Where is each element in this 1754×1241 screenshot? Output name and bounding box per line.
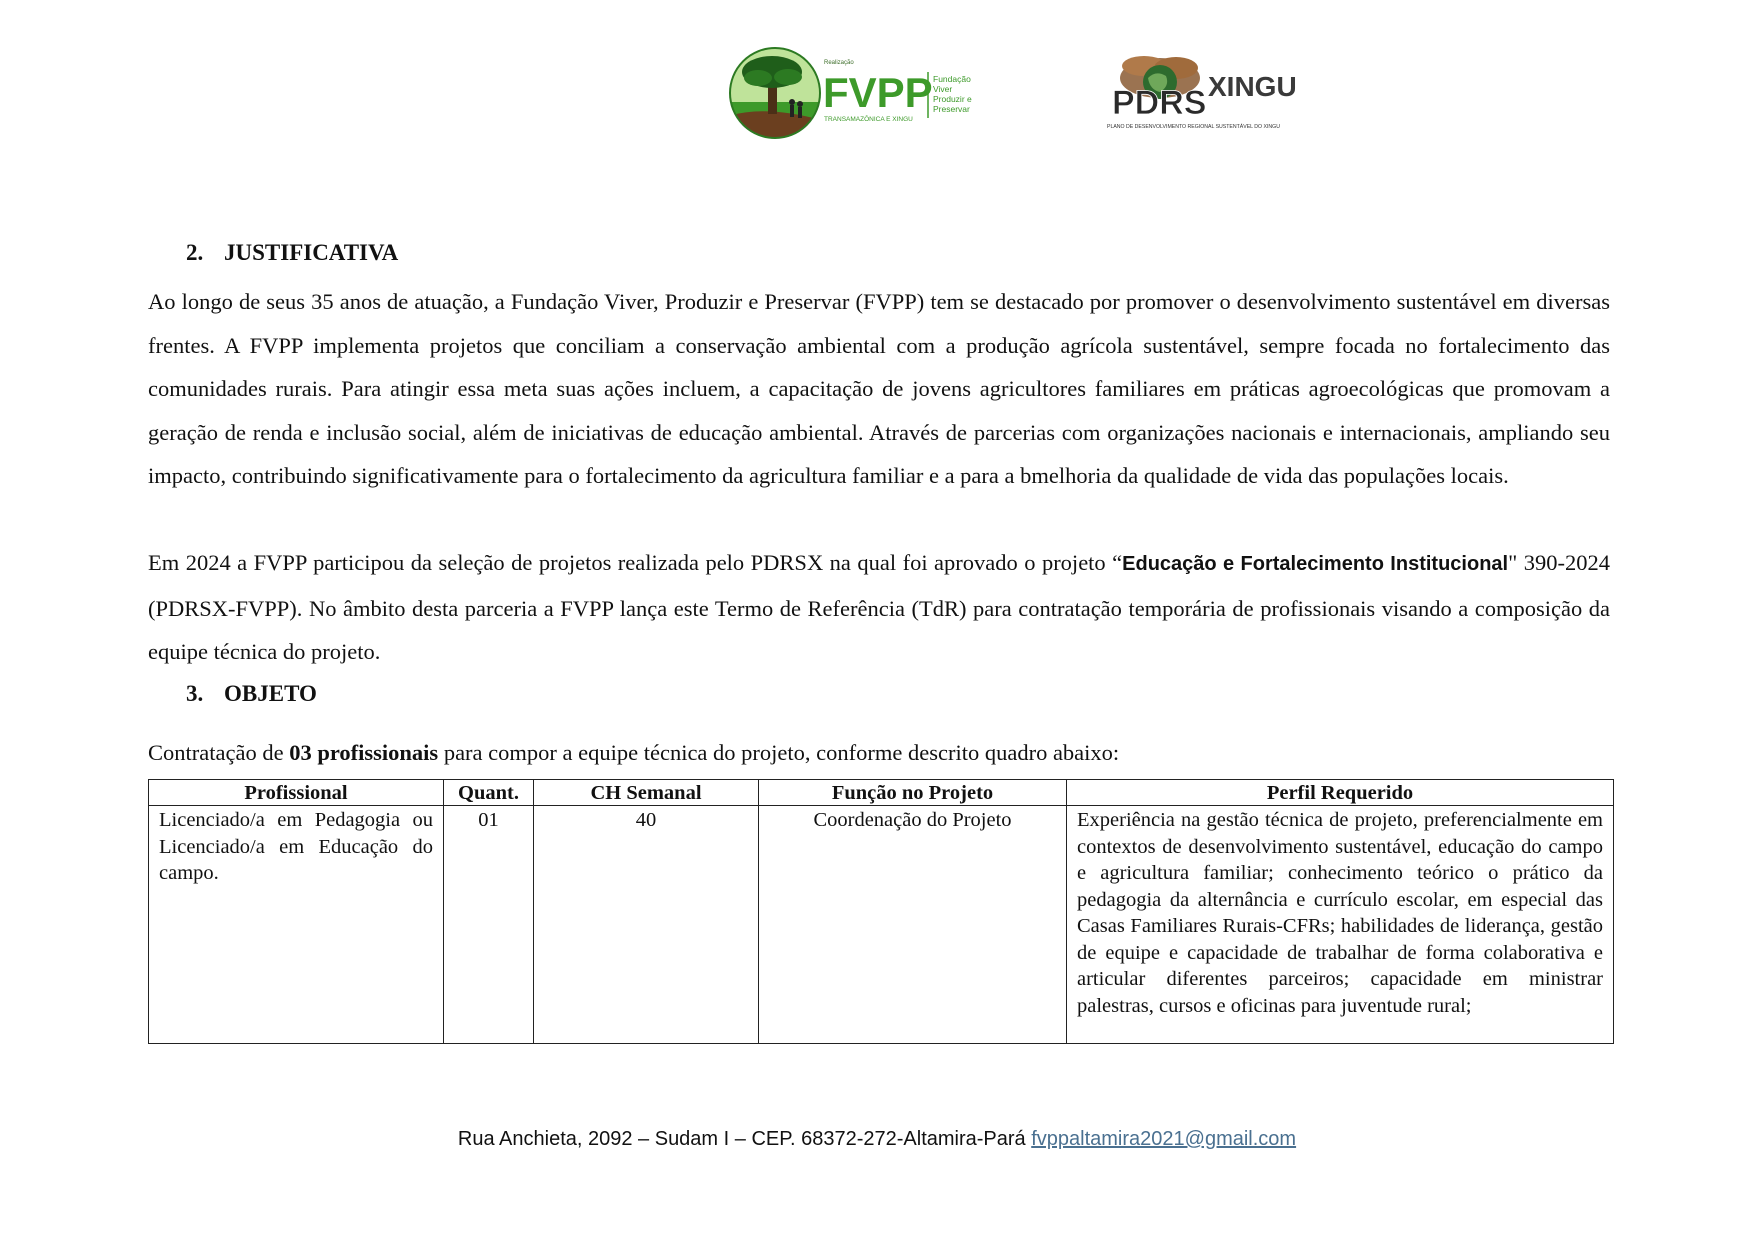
cell-perfil: Experiência na gestão técnica de projeto, preferencialmente em contextos de desenvolvimento sustentável, educação do campo e agricultura familiar; conhecimento teórico o prático da pedagogia da alternância e currículo escolar, em especial das Casas Familiares Rurais-CFRs; habilidades de liderança, gestão de equipe e capacidade de trabalhar de forma colaborativa e articular diferentes parceiros; capacidade em ministrar palestras, cursos e oficinas para juventude rural;	[1067, 806, 1614, 1044]
section-3-title: OBJETO	[224, 681, 317, 706]
header-quant: Quant.	[444, 780, 534, 806]
justificativa-paragraph-1: Ao longo de seus 35 anos de atuação, a Fundação Viver, Produzir e Preservar (FVPP) tem se destacado por promover o desenvolvimento sustentável em diversas frentes. A FVPP implementa projetos que conciliam a conservação ambiental com a produção agrícola sustentável, sempre focada no fortalecimento das comunidades rurais. Para atingir essa meta suas ações incluem, a capacitação de jovens agricultores familiares em práticas agroecológicas que promovam a geração de renda e inclusão social, além de iniciativas de educação ambiental. Através de parcerias com organizações nacionais e internacionais, ampliando seu impacto, contribuindo significativamente para o fortalecimento da agricultura familiar e a para a bmelhoria da qualidade de vida das populações locais.	[148, 289, 1610, 488]
project-name: Educação e Fortalecimento Institucional	[1122, 553, 1509, 575]
cell-profissional: Licenciado/a em Pedagogia ou Licenciado/a em Educação do campo.	[149, 806, 444, 1044]
header-ch-semanal: CH Semanal	[534, 780, 759, 806]
objeto-intro	[148, 731, 1610, 775]
section-3-number: 3.	[186, 681, 204, 706]
fvpp-logo-name-4: Preservar	[933, 104, 970, 114]
pdrs-logo-main: PDRS	[1112, 84, 1207, 122]
header-funcao: Função no Projeto	[759, 780, 1067, 806]
fvpp-logo-top-text: Realização	[824, 60, 854, 66]
paragraph-2-before: Em 2024 a FVPP participou da seleção de projetos realizada pelo PDRSX na qual foi aprovado o projeto “	[148, 550, 1123, 575]
objeto-intro-after: para compor a equipe técnica do projeto, conforme descrito quadro abaixo:	[438, 740, 1120, 765]
cell-ch-semanal: 40	[534, 806, 759, 1044]
footer	[0, 1128, 1754, 1151]
fvpp-logo-acronym: FVPP	[823, 69, 933, 116]
fvpp-logo-name-2: Viver	[933, 84, 953, 94]
footer-address: Rua Anchieta, 2092 – Sudam I – CEP. 68372-272-Altamira-Pará	[457, 1128, 1032, 1150]
pdrs-logo-subtitle: PLANO DE DESENVOLVIMENTO REGIONAL SUSTENTÁVEL DO XINGU	[1107, 124, 1280, 130]
paragraph-2-after: " 390-2024 (PDRSX-FVPP). No âmbito desta parceria a FVPP lança este Termo de Referência (TdR) para contratação temporária de profissionais visando a composição da equipe técnica do projeto.	[148, 550, 1611, 664]
pdrs-logo-xingu: XINGU	[1208, 71, 1297, 102]
justificativa-paragraph-2	[148, 541, 1610, 674]
footer-email-link[interactable]: fvppaltamira2021@gmail.com	[1031, 1128, 1297, 1150]
fvpp-logo-name-1: Fundação	[933, 74, 971, 84]
cell-quant: 01	[444, 806, 534, 1044]
fvpp-logo	[728, 44, 988, 142]
header-profissional: Profissional	[149, 780, 444, 806]
fvpp-logo-name-3: Produzir e	[933, 94, 972, 104]
section-2-heading	[186, 240, 398, 266]
staff-table	[148, 779, 1614, 1044]
section-2-title: JUSTIFICATIVA	[224, 240, 399, 265]
section-3-heading	[186, 681, 317, 707]
fvpp-logo-tagline: TRANSAMAZÔNICA E XINGU	[824, 116, 913, 123]
objeto-intro-before: Contratação de	[148, 740, 290, 765]
objeto-intro-count: 03 profissionais	[289, 740, 439, 765]
pdrs-xingu-logo	[1104, 48, 1334, 134]
table-header-row	[149, 780, 1614, 806]
fvpp-emblem	[728, 44, 828, 142]
section-2-number: 2.	[186, 240, 204, 265]
table-row	[149, 806, 1614, 1044]
cell-funcao: Coordenação do Projeto	[759, 806, 1067, 1044]
header-perfil: Perfil Requerido	[1067, 780, 1614, 806]
